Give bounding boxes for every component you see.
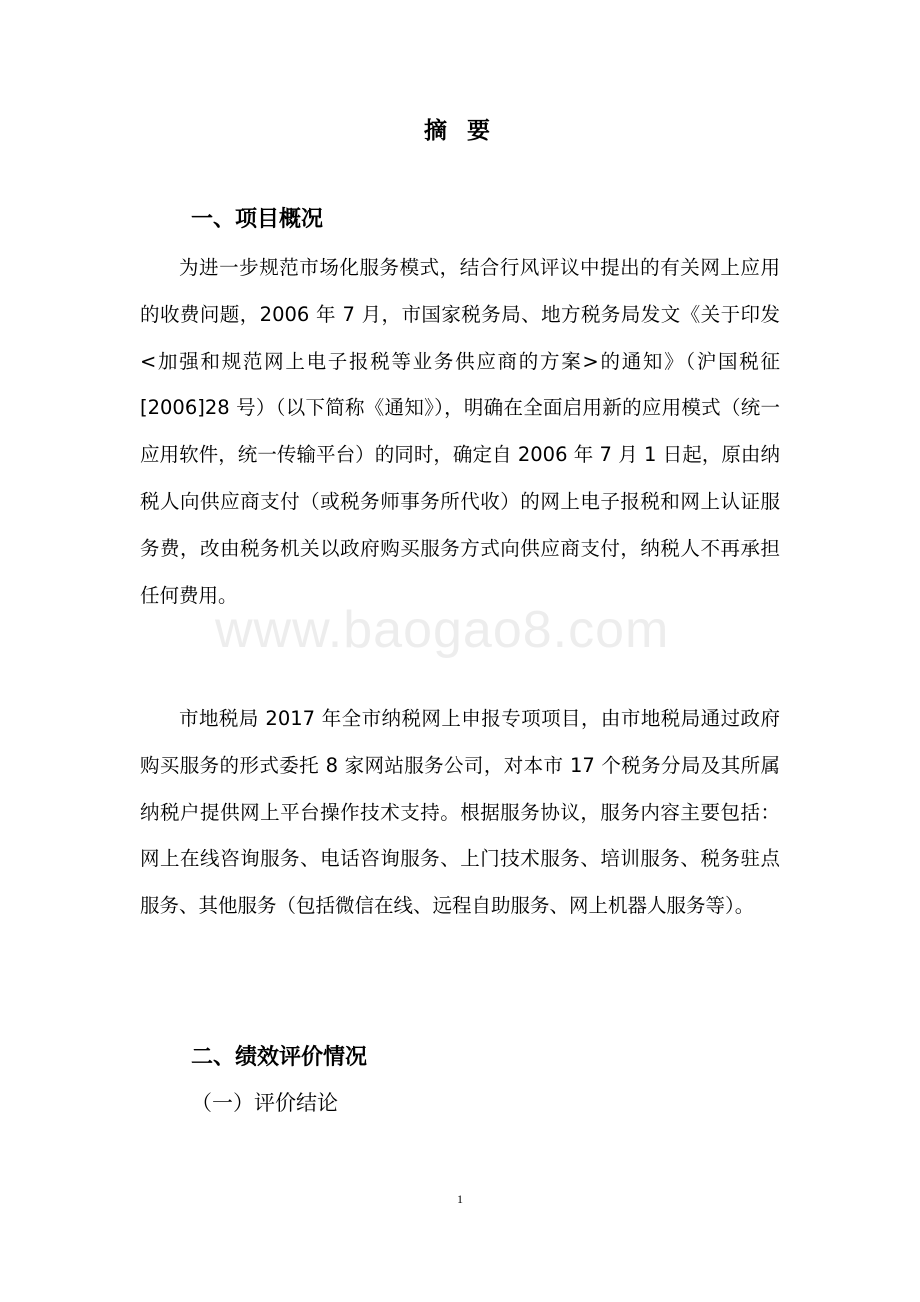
paragraph-background: 为进一步规范市场化服务模式，结合行风评议中提出的有关网上应用的收费问题，2006 年 7 月，市国家税务局、地方税务局发文《关于印发<加强和规范网上电子报税等业务供应商的方案>的通知》（沪国税征[2006]28 号）（以下简称《通知》），明确在全面启用新的应用模式（统一应用软件，统一传输平台）的同时，确定自 2006 年 7 月 1 日起，原由纳税人向供应商支付（或税务师事务所代收）的网上电子报税和网上认证服务费，改由税务机关以政府购买服务方式向供应商支付，纳税人不再承担任何费用。 <box>140 256 780 607</box>
document-title: 摘 要 <box>423 118 496 144</box>
page-number: 1 <box>457 1192 463 1206</box>
subsection-heading-evaluation-conclusion: （一）评价结论 <box>191 1091 338 1115</box>
section-heading-project-overview: 一、项目概况 <box>191 207 324 232</box>
section-heading-performance-evaluation: 二、绩效评价情况 <box>191 1045 368 1070</box>
watermark: www.baogao8.com <box>215 601 670 659</box>
paragraph-project-scope: 市地税局 2017 年全市纳税网上申报专项项目，由市地税局通过政府购买服务的形式委托 8 家网站服务公司，对本市 17 个税务分局及其所属纳税户提供网上平台操作技术支持。根据服务协议，服务内容主要包括：网上在线咨询服务、电话咨询服务、上门技术服务、培训服务、税务驻点服务、其他服务（包括微信在线、远程自助服务、网上机器人服务等）。 <box>140 707 780 918</box>
